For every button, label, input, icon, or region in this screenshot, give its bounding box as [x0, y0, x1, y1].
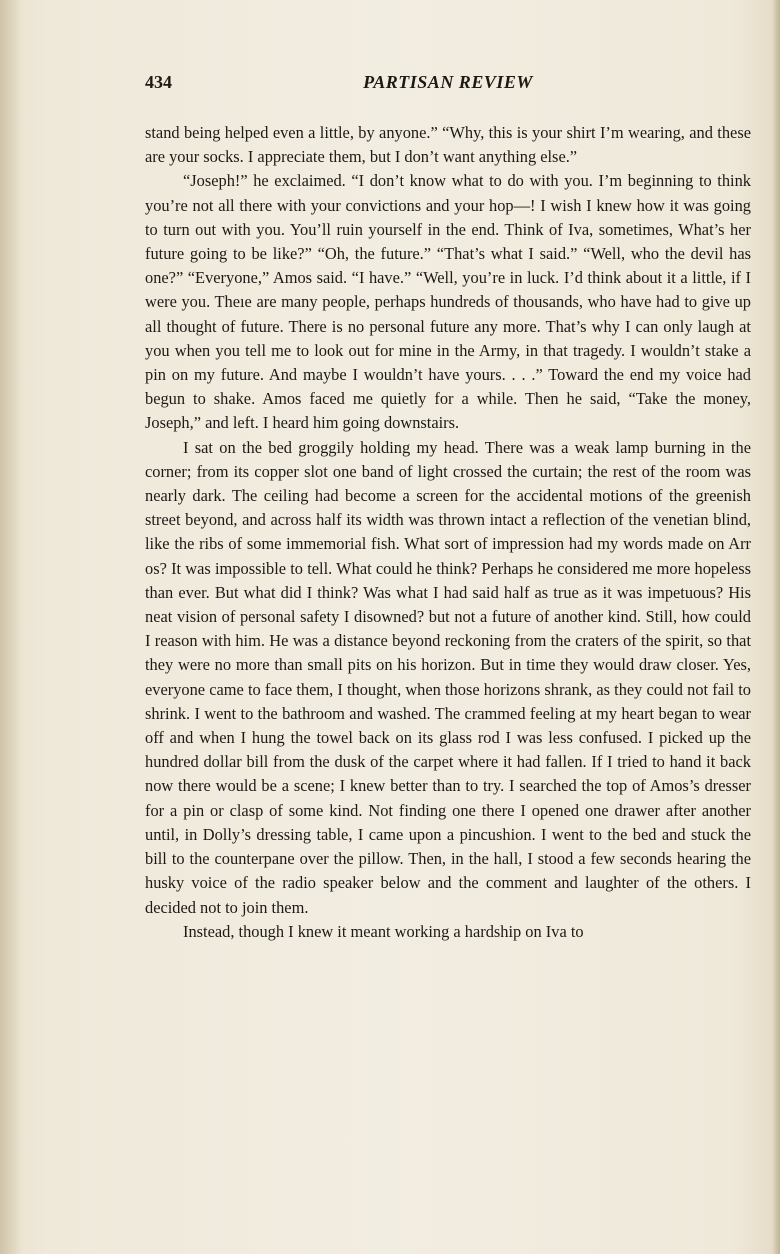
paragraph: I sat on the bed groggily holding my head. There was a weak lamp burning in the corner; from its copper slot one band of light crossed the curtain; the rest of the room was nearly dark. The ceiling had become a screen for the accidental motions of the greenish street beyond, and across half its width was thrown intact a reflection of the venetian blind, like the ribs of some immemorial fish. What sort of impression had my words made on Arr os? It was impossible to tell. What could he think? Perhaps he considered me more hopeless than ever. But what did I think? Was what I had said half as true as it was impetuous? His neat vision of personal safety I disowned? but not a future of another kind. Still, how could I reason with him. He was a distance beyond reckoning from the craters of the spirit, so that they were no more than small pits on his horizon. But in time they would draw closer. Yes, everyone came to face them, I thought, when those horizons shrank, as they could not fail to shrink. I went to the bathroom and washed. The crammed feeling at my heart began to wear off and when I hung the towel back on its glass rod I was less confused. I picked up the hundred dollar bill from the dusk of the carpet where it had fallen. If I tried to hand it back now there would be a scene; I knew better than to try. I searched the top of Amos’s dresser for a pin or clasp of some kind. Not finding one there I opened one drawer after another until, in Dolly’s dressing table, I came upon a pincushion. I went to the bed and stuck the bill to the counterpane over the pillow. Then, in the hall, I stood a few seconds hearing the husky voice of the radio speaker below and the comment and laughter of the others. I decided not to join them. [145, 437, 751, 917]
paragraph: “Joseph!” he exclaimed. “I don’t know what to do with you. I’m beginning to think you’re not all there with your convictions and your hop—! I wish I knew how it was going to turn out with you. You’ll ruin yourself in the end. Think of Iva, sometimes, What’s her future going to be like?” “Oh, the future.” “That’s what I said.” “Well, who the devil has one?” “Everyone,” Amos said. “I have.” “Well, you’re in luck. I’d think about it a little, if I were you. Theıe are many people, perhaps hundreds of thousands, who have had to give up all thought of future. There is no personal future any more. That’s why I can only laugh at you when you tell me to look out for mine in the Army, in that tragedy. I wouldn’t stake a pin on my future. And maybe I wouldn’t have yours. . . .” Toward the end my voice had begun to shake. Amos faced me quietly for a while. Then he said, “Take the money, Joseph,” and left. I heard him going downstairs. [145, 171, 751, 433]
paragraph: Instead, though I knew it meant working a hardship on Iva to [183, 921, 584, 941]
page-edge [772, 0, 780, 1254]
running-title: PARTISAN REVIEW [363, 72, 533, 92]
spine-shadow [0, 0, 22, 1254]
paragraph-continued: stand being helped even a little, by anyone.” “Why, this is your shirt I’m wearing, and these are your socks. I appreciate them, but I don’t want anything else.” [145, 123, 751, 167]
body-text [145, 121, 751, 944]
page-header [145, 72, 751, 98]
page-number: 434 [145, 72, 172, 92]
